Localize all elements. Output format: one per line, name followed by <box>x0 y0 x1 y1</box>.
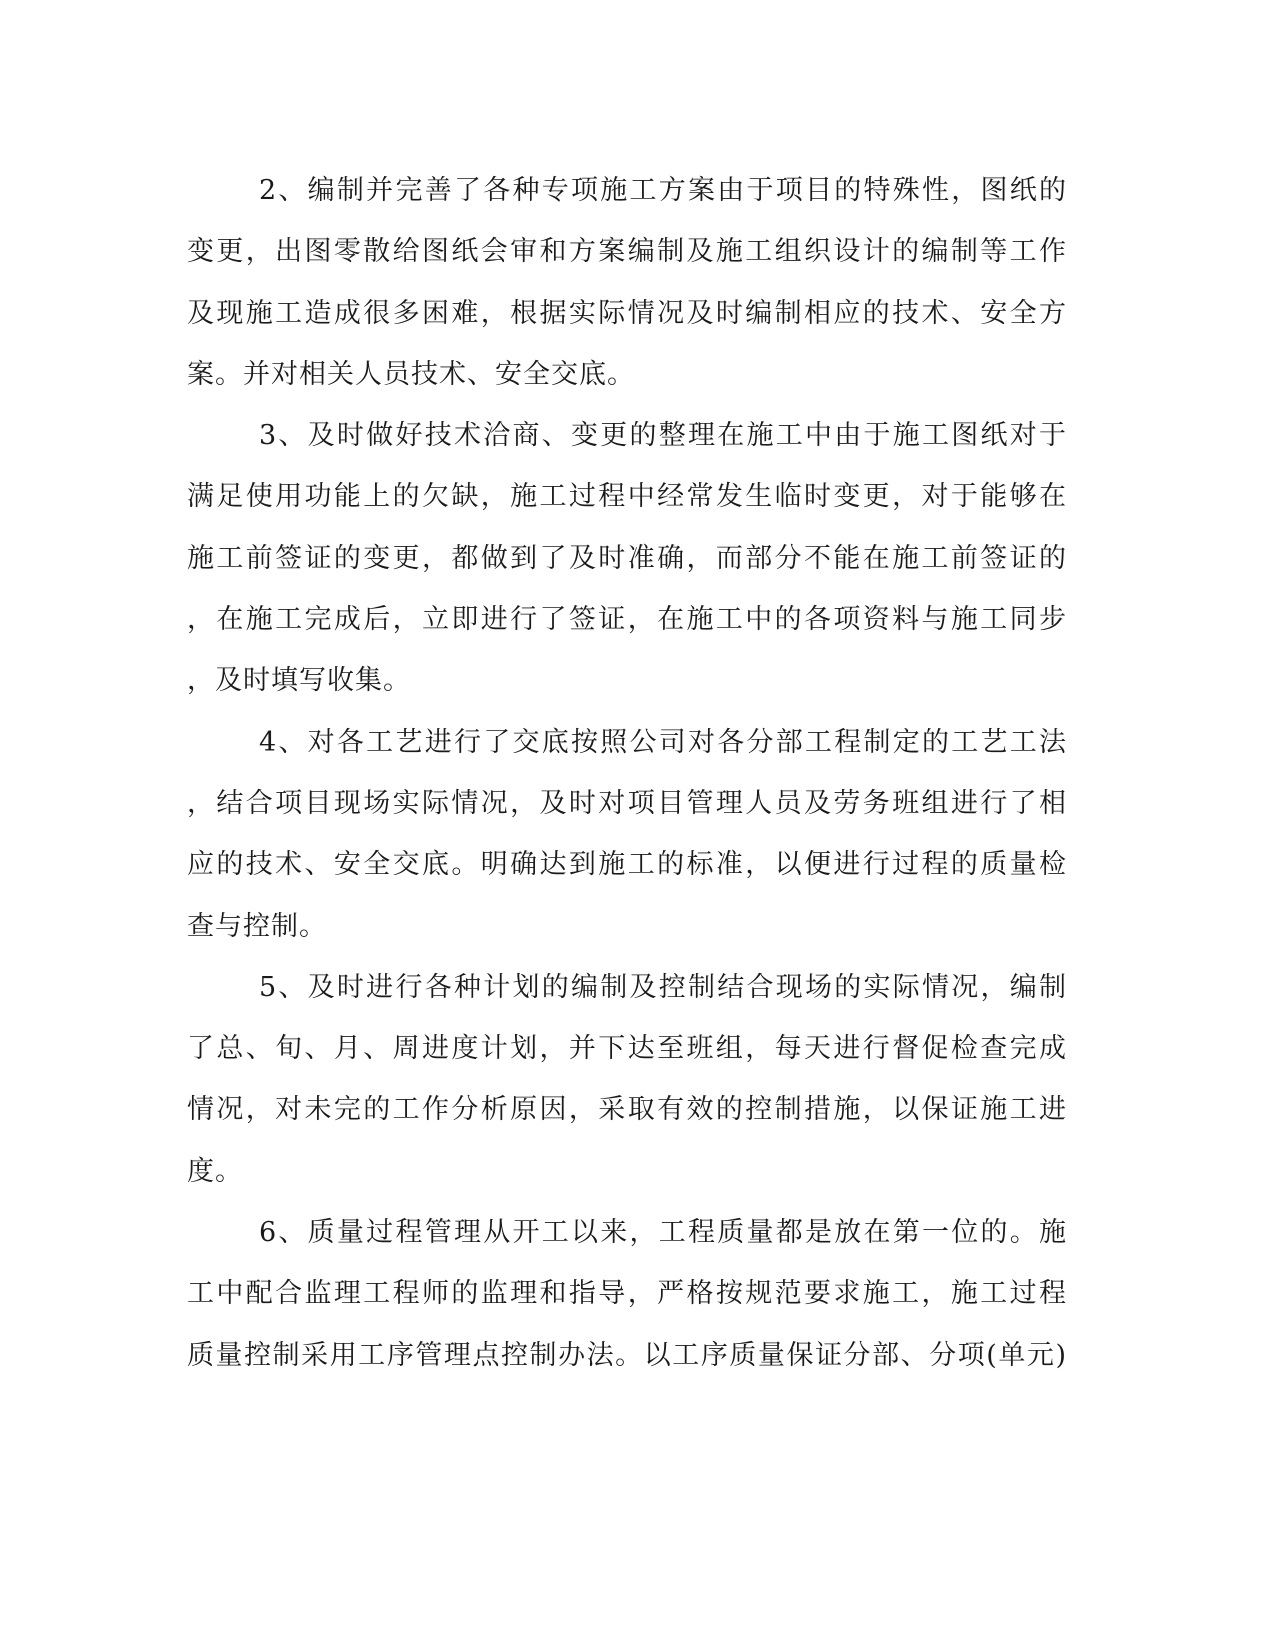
paragraph-4-line-1: 4、对各工艺进行了交底按照公司对各分部工程制定的工艺工法 <box>259 726 1067 758</box>
paragraph-3-line-3: 施工前签证的变更，都做到了及时准确，而部分不能在施工前签证的 <box>187 542 1067 574</box>
paragraph-5-line-4: 度。 <box>187 1155 243 1187</box>
paragraph-6-line-2: 工中配合监理工程师的监理和指导，严格按规范要求施工，施工过程 <box>187 1278 1067 1310</box>
paragraph-4-line-2: ，结合项目现场实际情况，及时对项目管理人员及劳务班组进行了相 <box>187 787 1067 819</box>
paragraph-6-line-1: 6、质量过程管理从开工以来，工程质量都是放在第一位的。施 <box>259 1217 1067 1249</box>
paragraph-5-line-3: 情况，对未完的工作分析原因，采取有效的控制措施，以保证施工进 <box>187 1094 1067 1126</box>
paragraph-2-line-1: 2、编制并完善了各种专项施工方案由于项目的特殊性，图纸的 <box>259 175 1067 206</box>
paragraph-5-line-2: 了总、旬、月、周进度计划，并下达至班组，每天进行督促检查完成 <box>187 1033 1067 1065</box>
paragraph-3-line-5: ，及时填写收集。 <box>187 665 411 697</box>
paragraph-3-line-2: 满足使用功能上的欠缺，施工过程中经常发生临时变更，对于能够在 <box>187 481 1067 513</box>
paragraph-4-line-4: 查与控制。 <box>187 910 327 942</box>
paragraph-6-line-3: 质量控制采用工序管理点控制办法。以工序质量保证分部、分项(单元) <box>187 1339 1067 1371</box>
paragraph-3-line-4: ，在施工完成后，立即进行了签证，在施工中的各项资料与施工同步 <box>187 604 1067 636</box>
paragraph-4-line-3: 应的技术、安全交底。明确达到施工的标准，以便进行过程的质量检 <box>187 849 1067 881</box>
paragraph-2-line-4: 案。并对相关人员技术、安全交底。 <box>187 358 635 390</box>
paragraph-2-line-2: 变更，出图零散给图纸会审和方案编制及施工组织设计的编制等工作 <box>187 236 1067 268</box>
paragraph-3-line-1: 3、及时做好技术洽商、变更的整理在施工中由于施工图纸对于 <box>259 420 1067 452</box>
paragraph-2-line-3: 及现施工造成很多困难，根据实际情况及时编制相应的技术、安全方 <box>187 297 1067 329</box>
paragraph-5-line-1: 5、及时进行各种计划的编制及控制结合现场的实际情况，编制 <box>259 971 1067 1003</box>
document-body <box>187 160 1067 1386</box>
